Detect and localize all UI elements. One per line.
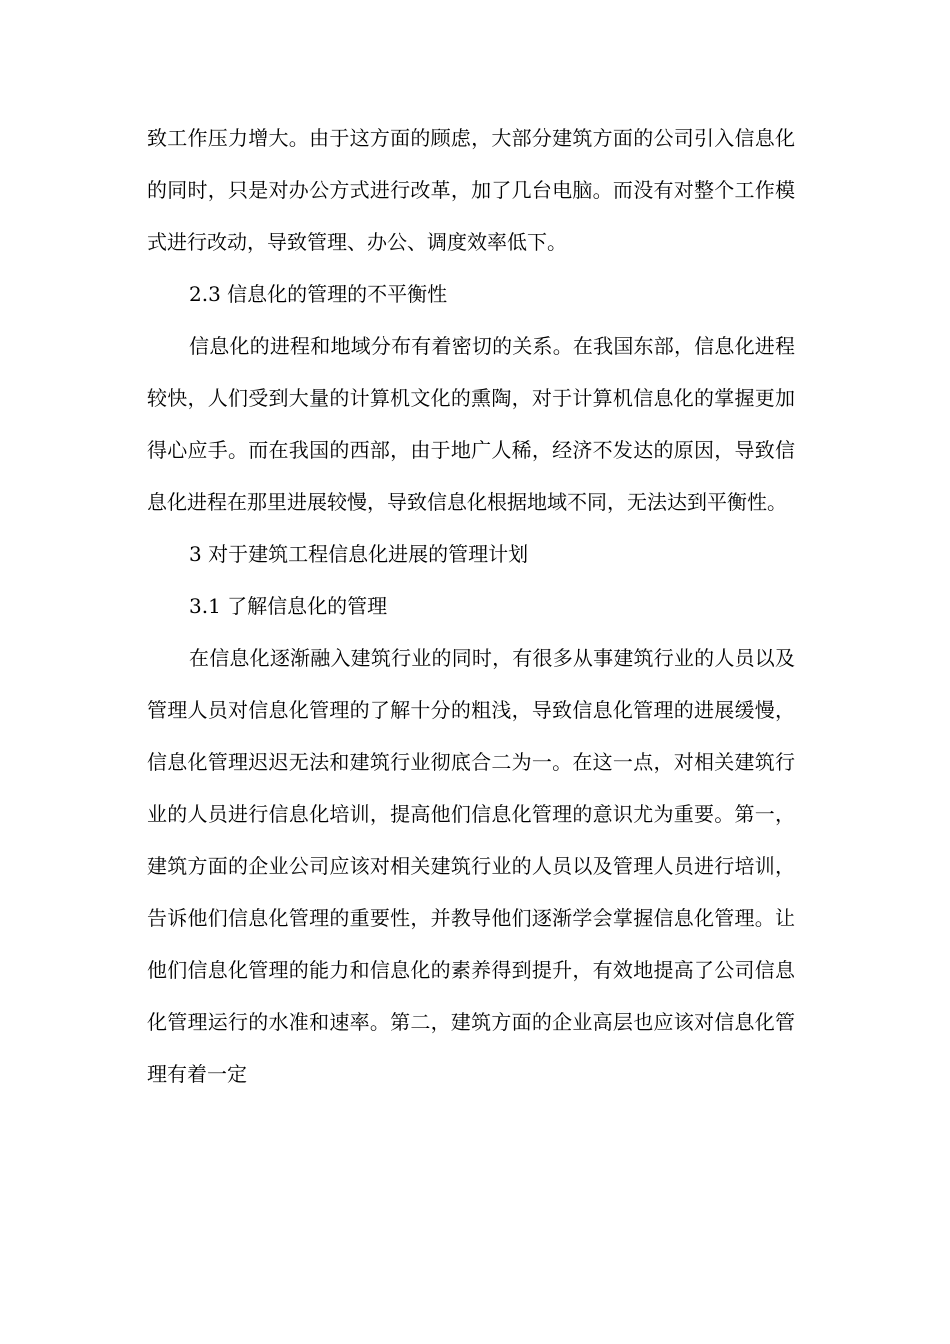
paragraph-regional-imbalance: 信息化的进程和地域分布有着密切的关系。在我国东部，信息化进程较快，人们受到大量的计算机文化的熏陶，对于计算机信息化的掌握更加得心应手。而在我国的西部，由于地广人稀，经济不发达的原因，导致信息化进程在那里进展较慢，导致信息化根据地域不同，无法达到平衡性。 [147, 334, 795, 514]
section-heading-2-3: 2.3 信息化的管理的不平衡性 [189, 282, 448, 306]
paragraph-understand-management: 在信息化逐渐融入建筑行业的同时，有很多从事建筑行业的人员以及管理人员对信息化管理的了解十分的粗浅，导致信息化管理的进展缓慢，信息化管理迟迟无法和建筑行业彻底合二为一。在这一点，对相关建筑行业的人员进行信息化培训，提高他们信息化管理的意识尤为重要。第一，建筑方面的企业公司应该对相关建筑行业的人员以及管理人员进行培训，告诉他们信息化管理的重要性，并教导他们逐渐学会掌握信息化管理。让他们信息化管理的能力和信息化的素养得到提升，有效地提高了公司信息化管理运行的水准和速率。第二，建筑方面的企业高层也应该对信息化管理有着一定 [147, 646, 795, 1086]
document-body [147, 112, 795, 1100]
paragraph-continuation: 致工作压力增大。由于这方面的顾虑，大部分建筑方面的公司引入信息化的同时，只是对办公方式进行改革，加了几台电脑。而没有对整个工作模式进行改动，导致管理、办公、调度效率低下。 [147, 126, 795, 254]
section-heading-3-1: 3.1 了解信息化的管理 [189, 594, 388, 618]
section-heading-3: 3 对于建筑工程信息化进展的管理计划 [189, 542, 529, 566]
